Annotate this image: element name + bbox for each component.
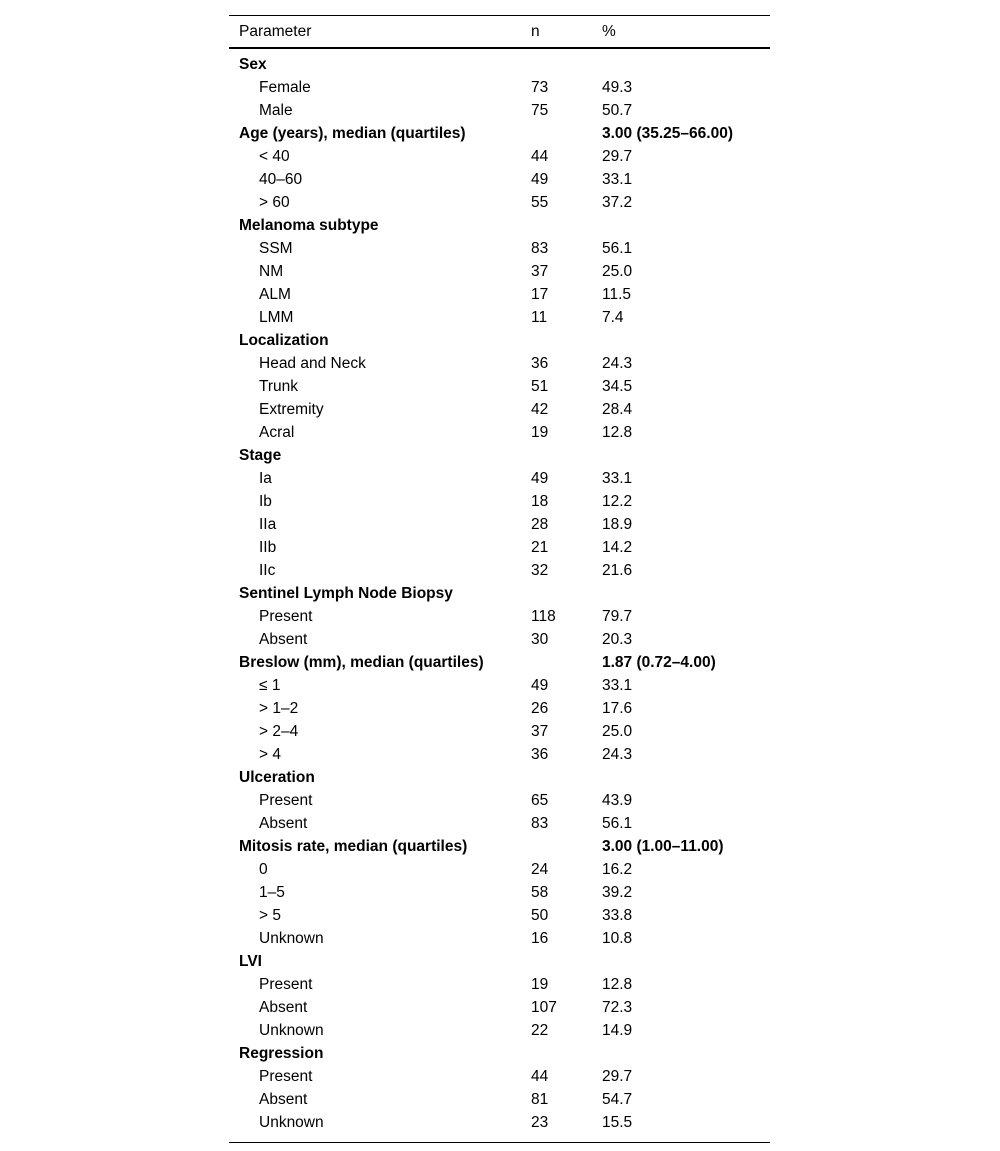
row-n-value: 18 [531, 492, 549, 510]
row-n-value: 17 [531, 285, 549, 303]
header-parameter: Parameter [239, 22, 312, 40]
row-label: > 5 [259, 906, 281, 924]
row-percent-value: 56.1 [602, 814, 633, 832]
row-n-value: 44 [531, 1067, 549, 1085]
category-row [229, 329, 770, 352]
row-label: Ia [259, 469, 272, 487]
table-header-row [229, 16, 770, 49]
median-quartiles-value: 3.00 (1.00–11.00) [602, 837, 724, 855]
table-row [229, 536, 770, 559]
row-percent-value: 25.0 [602, 722, 633, 740]
row-percent-value: 34.5 [602, 377, 633, 395]
row-label: 0 [259, 860, 268, 878]
row-n-value [521, 214, 592, 237]
median-quartiles-value [592, 214, 770, 237]
table-row [229, 513, 770, 536]
row-n-value: 36 [531, 745, 549, 763]
category-row [229, 48, 770, 76]
row-percent-value: 24.3 [602, 354, 633, 372]
category-label: Regression [239, 1044, 324, 1062]
median-quartiles-value [592, 1042, 770, 1065]
row-n-value: 81 [531, 1090, 549, 1108]
row-n-value: 22 [531, 1021, 549, 1039]
row-n-value: 23 [531, 1114, 549, 1131]
row-percent-value: 12.8 [602, 423, 633, 441]
row-n-value: 58 [531, 883, 549, 901]
row-label: Present [259, 607, 313, 625]
row-percent-value: 25.0 [602, 262, 633, 280]
row-label: Present [259, 1067, 313, 1085]
row-n-value [521, 766, 592, 789]
row-n-value: 24 [531, 860, 549, 878]
characteristics-table [229, 15, 770, 1142]
row-percent-value: 18.9 [602, 515, 633, 533]
row-label: > 1–2 [259, 699, 299, 717]
row-n-value [521, 582, 592, 605]
row-label: > 60 [259, 193, 290, 211]
row-percent-value: 24.3 [602, 745, 633, 763]
row-label: NM [259, 262, 284, 280]
row-percent-value: 54.7 [602, 1090, 633, 1108]
row-label: Male [259, 101, 293, 119]
header-percent: % [602, 22, 616, 40]
row-label: ALM [259, 285, 291, 303]
table-row [229, 559, 770, 582]
row-label: > 4 [259, 745, 281, 763]
table-row [229, 237, 770, 260]
table-row [229, 168, 770, 191]
row-percent-value: 33.8 [602, 906, 633, 924]
category-row [229, 122, 770, 145]
table-row [229, 191, 770, 214]
row-n-value: 65 [531, 791, 549, 809]
category-label: Stage [239, 446, 282, 464]
category-row [229, 651, 770, 674]
table-row [229, 76, 770, 99]
row-n-value: 16 [531, 929, 549, 947]
category-row [229, 582, 770, 605]
row-n-value [521, 48, 592, 76]
table-row [229, 352, 770, 375]
category-label: Sentinel Lymph Node Biopsy [239, 584, 453, 602]
row-percent-value: 17.6 [602, 699, 633, 717]
row-percent-value: 20.3 [602, 630, 633, 648]
row-percent-value: 16.2 [602, 860, 633, 878]
table-row [229, 789, 770, 812]
table-body [229, 48, 770, 1142]
row-label: < 40 [259, 147, 290, 165]
table-row [229, 1065, 770, 1088]
row-percent-value: 21.6 [602, 561, 633, 579]
row-percent-value: 56.1 [602, 239, 633, 257]
median-quartiles-value: 3.00 (35.25–66.00) [602, 124, 733, 142]
row-n-value: 51 [531, 377, 549, 395]
table-row [229, 904, 770, 927]
table-row [229, 467, 770, 490]
row-label: IIa [259, 515, 277, 533]
table-row [229, 1019, 770, 1042]
row-percent-value: 11.5 [602, 285, 632, 303]
row-percent-value: 15.5 [602, 1114, 633, 1131]
table-row [229, 881, 770, 904]
header-n: n [531, 22, 540, 40]
row-label: IIb [259, 538, 277, 556]
median-quartiles-value [592, 950, 770, 973]
row-label: Unknown [259, 1021, 324, 1039]
table-row [229, 421, 770, 444]
row-label: Present [259, 791, 313, 809]
row-n-value: 55 [531, 193, 549, 211]
row-label: Present [259, 975, 313, 993]
row-n-value: 32 [531, 561, 549, 579]
row-n-value: 83 [531, 239, 549, 257]
table-row [229, 398, 770, 421]
row-n-value: 107 [531, 998, 557, 1016]
row-percent-value: 29.7 [602, 147, 633, 165]
category-row [229, 444, 770, 467]
table-row [229, 605, 770, 628]
row-n-value: 28 [531, 515, 549, 533]
table-row [229, 927, 770, 950]
row-percent-value: 79.7 [602, 607, 633, 625]
row-percent-value: 12.2 [602, 492, 633, 510]
table-row [229, 99, 770, 122]
row-percent-value: 37.2 [602, 193, 633, 211]
row-n-value [521, 651, 592, 674]
row-n-value: 37 [531, 262, 549, 280]
table-row [229, 674, 770, 697]
category-row [229, 835, 770, 858]
category-label: Mitosis rate, median (quartiles) [239, 837, 468, 855]
row-n-value: 49 [531, 170, 549, 188]
characteristics-table-container [229, 15, 770, 1143]
row-percent-value: 49.3 [602, 78, 633, 96]
row-percent-value: 72.3 [602, 998, 633, 1016]
row-percent-value: 33.1 [602, 676, 633, 694]
category-row [229, 766, 770, 789]
row-n-value [521, 1042, 592, 1065]
row-label: Absent [259, 814, 308, 832]
row-label: Extremity [259, 400, 324, 418]
row-percent-value: 43.9 [602, 791, 633, 809]
row-n-value: 21 [531, 538, 549, 556]
row-n-value [521, 950, 592, 973]
row-label: Trunk [259, 377, 299, 395]
row-n-value: 26 [531, 699, 549, 717]
row-label: Head and Neck [259, 354, 366, 372]
row-n-value: 30 [531, 630, 549, 648]
row-label: SSM [259, 239, 293, 257]
row-label: Absent [259, 998, 308, 1016]
table-row [229, 1088, 770, 1111]
table-row [229, 973, 770, 996]
row-n-value: 19 [531, 423, 549, 441]
table-row [229, 306, 770, 329]
category-label: Melanoma subtype [239, 216, 379, 234]
row-percent-value: 10.8 [602, 929, 633, 947]
table-row [229, 720, 770, 743]
row-n-value: 118 [531, 607, 556, 625]
row-n-value [521, 329, 592, 352]
row-label: Female [259, 78, 311, 96]
table-row [229, 996, 770, 1019]
category-row [229, 214, 770, 237]
category-label: Sex [239, 56, 267, 73]
table-header [229, 16, 770, 49]
row-percent-value: 33.1 [602, 170, 633, 188]
row-n-value: 49 [531, 469, 549, 487]
row-n-value: 11 [531, 308, 548, 326]
row-n-value: 44 [531, 147, 549, 165]
category-label: Localization [239, 331, 329, 349]
table-row [229, 260, 770, 283]
table-bottom-rule [229, 1142, 770, 1143]
table-row [229, 1111, 770, 1142]
median-quartiles-value [592, 766, 770, 789]
row-n-value: 19 [531, 975, 549, 993]
table-row [229, 858, 770, 881]
row-n-value: 83 [531, 814, 549, 832]
row-label: Ib [259, 492, 272, 510]
row-label: Acral [259, 423, 295, 441]
row-label: 40–60 [259, 170, 303, 188]
row-label: 1–5 [259, 883, 285, 901]
median-quartiles-value [592, 444, 770, 467]
row-percent-value: 12.8 [602, 975, 633, 993]
row-n-value [521, 444, 592, 467]
row-n-value: 49 [531, 676, 549, 694]
median-quartiles-value [592, 48, 770, 76]
row-n-value: 37 [531, 722, 549, 740]
row-n-value: 75 [531, 101, 549, 119]
table-row [229, 743, 770, 766]
table-row [229, 490, 770, 513]
table-row [229, 628, 770, 651]
row-label: ≤ 1 [259, 676, 281, 694]
category-row [229, 1042, 770, 1065]
row-label: LMM [259, 308, 294, 326]
row-percent-value: 7.4 [602, 308, 624, 326]
category-label: Breslow (mm), median (quartiles) [239, 653, 484, 671]
row-percent-value: 28.4 [602, 400, 633, 418]
row-n-value: 42 [531, 400, 549, 418]
row-percent-value: 29.7 [602, 1067, 633, 1085]
row-label: > 2–4 [259, 722, 299, 740]
table-row [229, 375, 770, 398]
row-n-value: 36 [531, 354, 549, 372]
row-percent-value: 14.2 [602, 538, 633, 556]
row-label: Absent [259, 630, 308, 648]
row-label: Absent [259, 1090, 308, 1108]
median-quartiles-value [592, 582, 770, 605]
table-row [229, 283, 770, 306]
row-label: IIc [259, 561, 276, 579]
category-label: Age (years), median (quartiles) [239, 124, 466, 142]
row-percent-value: 39.2 [602, 883, 633, 901]
row-percent-value: 50.7 [602, 101, 633, 119]
row-n-value [521, 122, 592, 145]
row-n-value: 73 [531, 78, 549, 96]
table-row [229, 812, 770, 835]
category-row [229, 950, 770, 973]
category-label: Ulceration [239, 768, 315, 786]
row-label: Unknown [259, 1114, 324, 1131]
row-percent-value: 33.1 [602, 469, 633, 487]
table-row [229, 145, 770, 168]
row-percent-value: 14.9 [602, 1021, 633, 1039]
row-n-value [521, 835, 592, 858]
category-label: LVI [239, 952, 262, 970]
median-quartiles-value [592, 329, 770, 352]
row-label: Unknown [259, 929, 324, 947]
row-n-value: 50 [531, 906, 549, 924]
median-quartiles-value: 1.87 (0.72–4.00) [602, 653, 716, 671]
table-row [229, 697, 770, 720]
